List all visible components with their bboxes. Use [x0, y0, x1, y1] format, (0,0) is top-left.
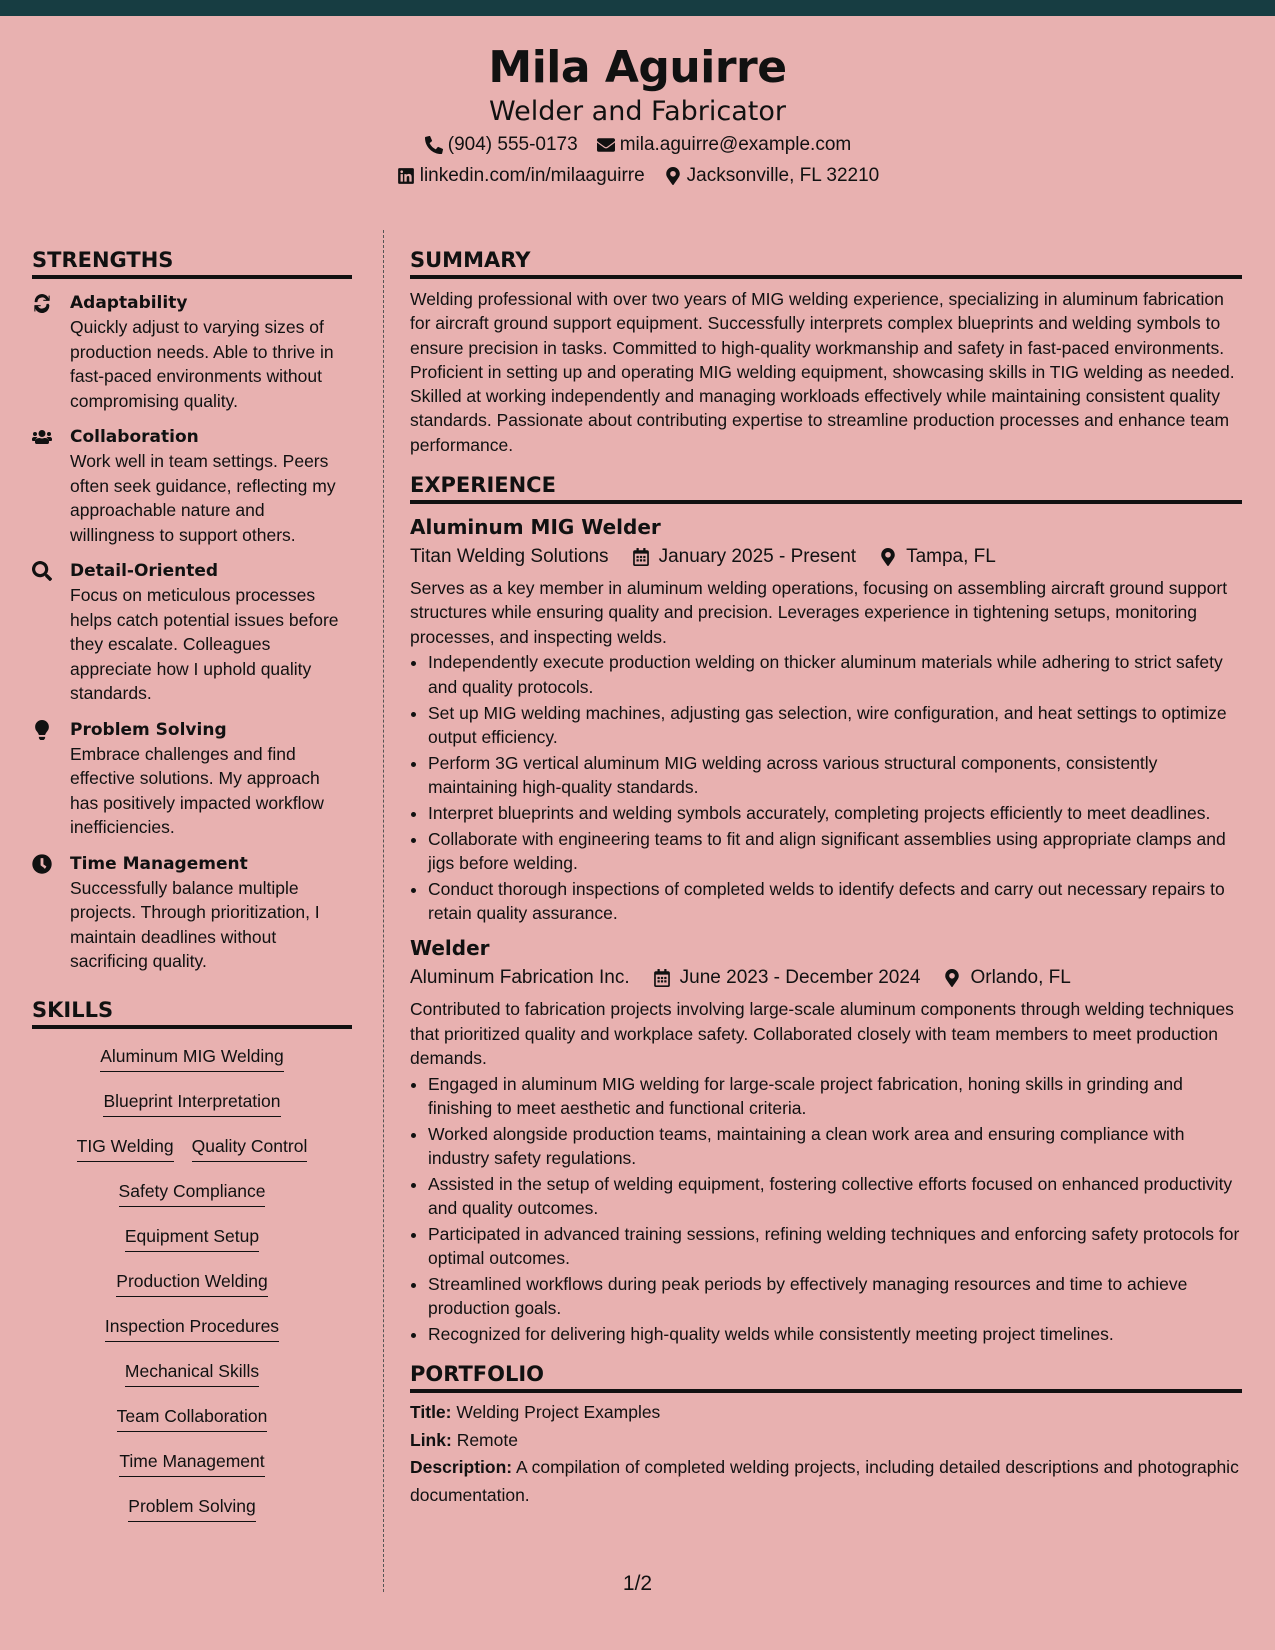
job-title: Welder: [410, 936, 490, 961]
contact-row-2: [0, 162, 1275, 190]
summary-text: Welding professional with over two years of MIG welding experience, specializing in aluminum fabrication for aircraft ground support equipment. Successfully interprets complex blueprints and welding symbols to ensure precision in tasks. Committed to high-quality workmanship and safety in fast-paced environments. Proficient in setting up and operating MIG welding equipment, showcasing skills in TIG welding as needed. Skilled at working independently and managing workloads effectively while maintaining consistent quality standards. Passionate about contributing expertise to streamline production processes and enhance team performance.: [410, 289, 1235, 455]
map-marker-icon: [663, 166, 683, 186]
candidate-role: Welder and Fabricator: [489, 96, 786, 127]
portfolio-desc-label: Description:: [410, 1457, 513, 1478]
skill-tag: Quality Control: [192, 1133, 308, 1162]
job-bullets: [428, 650, 1242, 925]
envelope-icon: [596, 135, 616, 155]
job-bullet: • Recognized for delivering high-quality welds while consistently meeting project timelines.: [428, 1322, 1242, 1346]
sync-icon: [32, 291, 70, 413]
lightbulb-icon: [32, 718, 70, 840]
strength-title: Time Management: [70, 853, 248, 874]
job-entry: [410, 935, 1242, 1346]
skill-tag: Safety Compliance: [119, 1178, 266, 1207]
portfolio-title-value: Welding Project Examples: [456, 1402, 661, 1423]
portfolio-title-line: [410, 1399, 1242, 1427]
users-icon: [32, 425, 70, 547]
job-description: Contributed to fabrication projects involving large-scale aluminum components through welding techniques that prioritized quality and workplace safety. Collaborated closely with team members to meet production demands.: [410, 999, 1234, 1068]
job-company: Titan Welding Solutions: [410, 546, 609, 568]
job-bullet: • Assisted in the setup of welding equipment, fostering collective efforts focused on enhanced productivity and quality outcomes.: [428, 1172, 1242, 1221]
calendar-icon: [631, 547, 651, 567]
strengths-heading: STRENGTHS: [32, 246, 352, 279]
job-dates: January 2025 - Present: [658, 546, 857, 568]
job-bullet: • Perform 3G vertical aluminum MIG welding across various structural components, consistently maintaining high-quality standards.: [428, 751, 1242, 800]
phone-icon: [424, 135, 444, 155]
job-bullet: • Streamlined workflows during peak periods by effectively managing resources and time to achieve production goals.: [428, 1272, 1242, 1321]
job-description: Serves as a key member in aluminum welding operations, focusing on assembling aircraft ground support structures while ensuring quality and precision. Leverages experience in tightening setups, monitoring processes, and inspecting welds.: [410, 578, 1228, 647]
job-bullet: • Independently execute production welding on thicker aluminum materials while adhering to strict safety and quality protocols.: [428, 650, 1242, 699]
portfolio-heading: PORTFOLIO: [410, 1360, 1242, 1393]
phone-text: (904) 555-0173: [447, 134, 578, 155]
skill-tag: Aluminum MIG Welding: [100, 1043, 284, 1072]
job-dates: June 2023 - December 2024: [679, 967, 921, 989]
skills-list: [32, 1043, 352, 1538]
portfolio-entry: [410, 1399, 1242, 1509]
column-divider: [383, 230, 384, 1592]
search-icon: [32, 559, 70, 706]
job-bullet: • Participated in advanced training sessions, refining welding techniques and enforcing safety protocols for optimal outcomes.: [428, 1222, 1242, 1271]
top-bar: [0, 0, 1275, 16]
job-meta: [410, 542, 1242, 572]
job-bullet: • Conduct thorough inspections of completed welds to identify defects and carry out necessary repairs to retain quality assurance.: [428, 877, 1242, 926]
skill-tag: Problem Solving: [128, 1493, 255, 1522]
location-text: Jacksonville, FL 32210: [686, 165, 880, 186]
phone-contact: [424, 131, 578, 159]
linkedin-icon: [396, 166, 416, 186]
strength-item: [32, 852, 352, 974]
skill-tag: TIG Welding: [77, 1133, 174, 1162]
left-column: [32, 246, 352, 1538]
strength-item: [32, 425, 352, 547]
linkedin-text: linkedin.com/in/milaaguirre: [419, 165, 645, 186]
job-bullet: • Collaborate with engineering teams to fit and align significant assemblies using appropriate clamps and jigs before welding.: [428, 827, 1242, 876]
experience-heading: EXPERIENCE: [410, 471, 1242, 504]
strength-desc: Quickly adjust to varying sizes of production needs. Able to thrive in fast-paced environments without compromising quality.: [70, 317, 334, 411]
map-marker-icon: [942, 968, 962, 988]
skill-tag: Team Collaboration: [117, 1403, 268, 1432]
strength-item: [32, 291, 352, 413]
skill-tag: Inspection Procedures: [105, 1313, 279, 1342]
skill-tag: Mechanical Skills: [125, 1358, 259, 1387]
skill-tag: Blueprint Interpretation: [103, 1088, 280, 1117]
strength-title: Problem Solving: [70, 719, 227, 740]
strength-desc: Work well in team settings. Peers often seek guidance, reflecting my approachable nature and willingness to support others.: [70, 451, 336, 545]
resume-header: [0, 16, 1275, 204]
page-number: 1/2: [622, 1572, 653, 1595]
clock-icon: [32, 852, 70, 974]
portfolio-desc-value: A compilation of completed welding projects, including detailed descriptions and photographic documentation.: [410, 1457, 1239, 1505]
right-column: [410, 246, 1242, 1509]
strength-desc: Embrace challenges and find effective solutions. My approach has positively impacted workflow inefficiencies.: [70, 743, 324, 837]
linkedin-contact[interactable]: [396, 162, 645, 190]
strength-title: Adaptability: [70, 293, 188, 313]
candidate-name: Mila Aguirre: [488, 42, 787, 93]
job-location: Orlando, FL: [970, 967, 1071, 989]
calendar-icon: [652, 968, 672, 988]
job-location: Tampa, FL: [906, 546, 996, 568]
summary-heading: SUMMARY: [410, 246, 1242, 279]
skill-tag: Production Welding: [116, 1268, 267, 1297]
portfolio-link-label: Link:: [410, 1429, 452, 1450]
job-bullet: • Engaged in aluminum MIG welding for large-scale project fabrication, honing skills in grinding and finishing to meet aesthetic and functional criteria.: [428, 1072, 1242, 1121]
portfolio-title-label: Title:: [410, 1402, 452, 1423]
email-contact[interactable]: [596, 131, 852, 159]
job-meta: [410, 963, 1242, 993]
email-text: mila.aguirre@example.com: [619, 134, 852, 155]
location-contact: [663, 162, 880, 190]
portfolio-desc-line: [410, 1454, 1242, 1509]
strength-item: [32, 559, 352, 706]
portfolio-link-line: [410, 1427, 1242, 1455]
strength-title: Detail-Oriented: [70, 561, 219, 581]
skills-heading: SKILLS: [32, 996, 352, 1029]
skill-tag: Time Management: [119, 1448, 264, 1477]
job-bullet: • Worked alongside production teams, maintaining a clean work area and ensuring compliance with industry safety regulations.: [428, 1122, 1242, 1171]
map-marker-icon: [878, 547, 898, 567]
strength-title: Collaboration: [70, 427, 199, 447]
portfolio-link-value[interactable]: Remote: [456, 1429, 518, 1450]
job-entry: [410, 514, 1242, 925]
job-bullet: • Set up MIG welding machines, adjusting gas selection, wire configuration, and heat settings to optimize output efficiency.: [428, 701, 1242, 750]
job-company: Aluminum Fabrication Inc.: [410, 967, 630, 989]
strength-desc: Focus on meticulous processes helps catch potential issues before they escalate. Colleagues appreciate how I uphold quality standards.: [70, 585, 339, 703]
job-bullets: [428, 1072, 1242, 1347]
skill-tag: Equipment Setup: [125, 1223, 259, 1252]
strength-desc: Successfully balance multiple projects. Through prioritization, I maintain deadlines without sacrificing quality.: [70, 877, 320, 971]
contact-row-1: [0, 131, 1275, 159]
job-title: Aluminum MIG Welder: [410, 515, 661, 540]
job-bullet: • Interpret blueprints and welding symbols accurately, completing projects efficiently to meet deadlines.: [428, 801, 1242, 825]
strength-item: [32, 718, 352, 840]
